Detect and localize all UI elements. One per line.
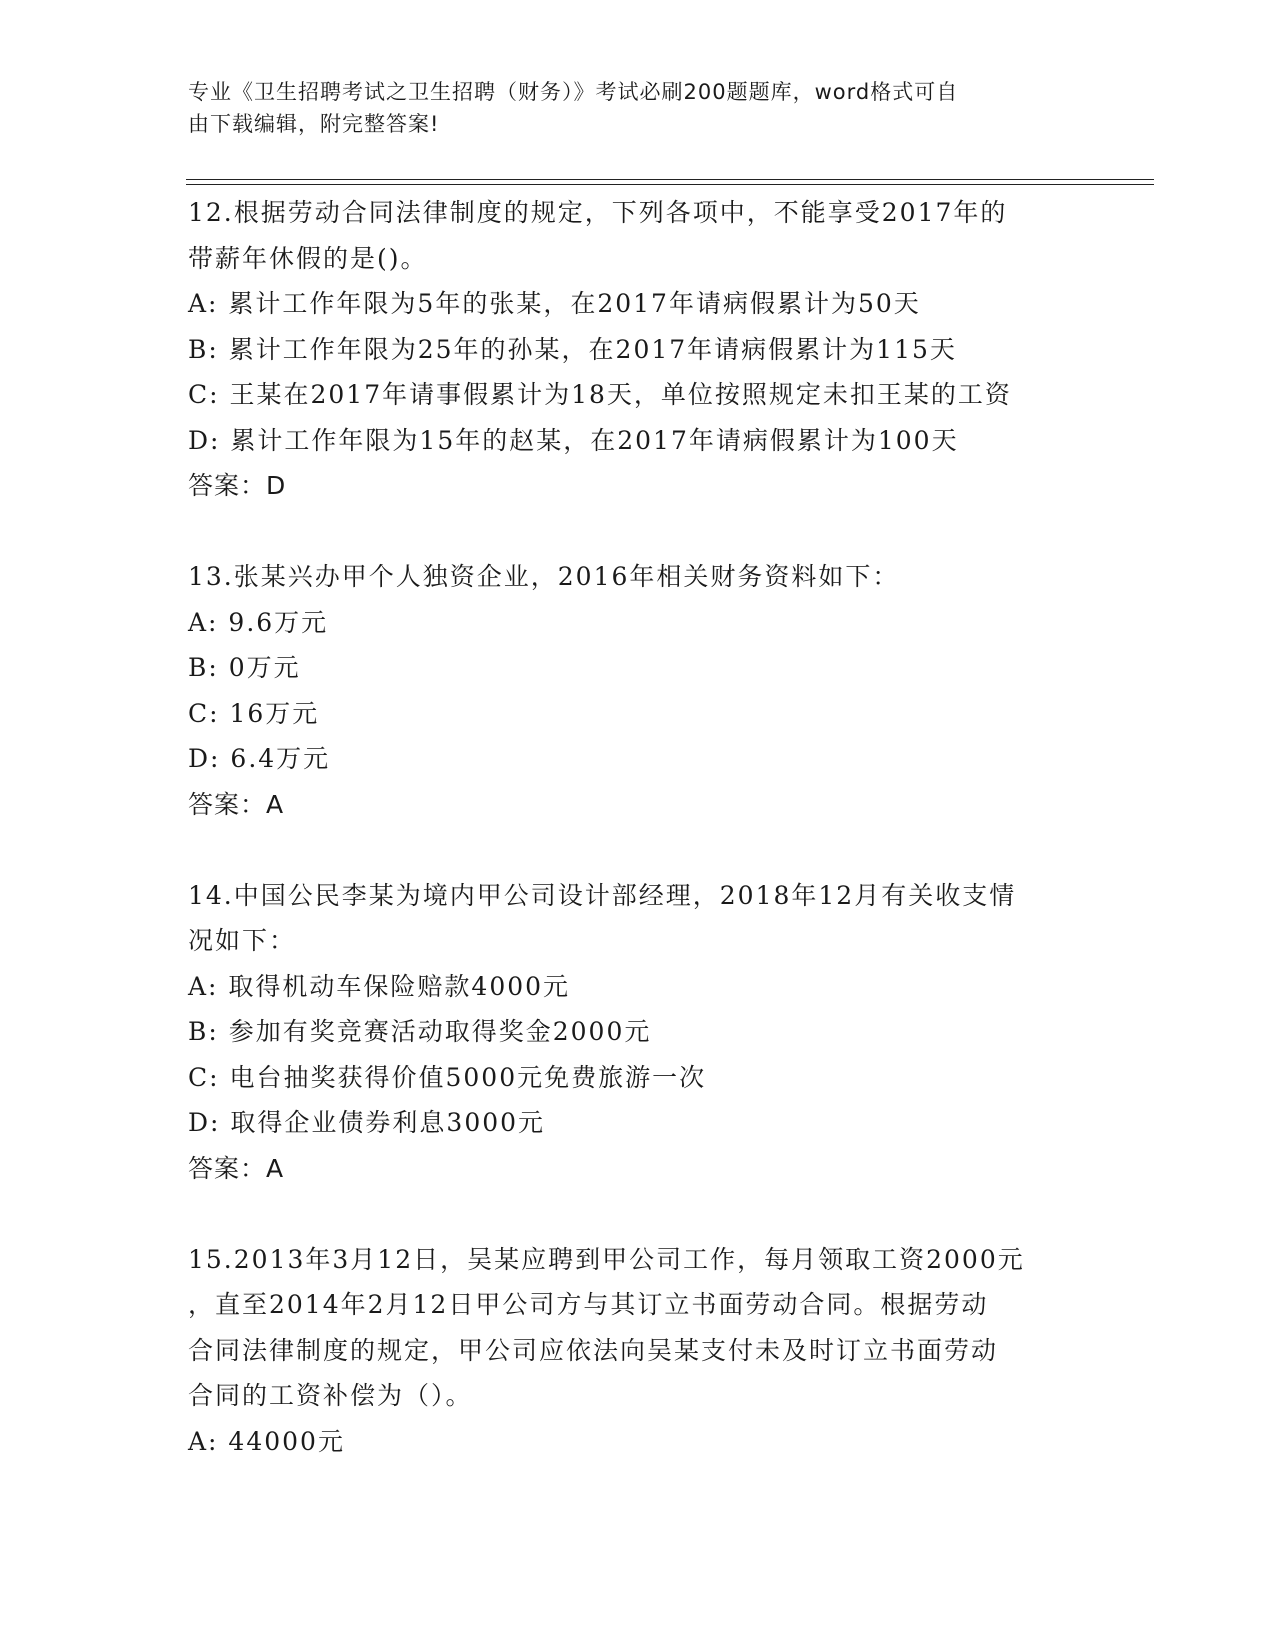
header-divider-top xyxy=(186,179,1154,180)
answer-line: 答案：A xyxy=(188,1153,285,1183)
option-a: A: 取得机动车保险赔款4000元 xyxy=(188,971,571,1001)
question-14 xyxy=(188,873,1088,1192)
question-stem-line: 况如下： xyxy=(188,926,297,955)
question-stem-line: 12.根据劳动合同法律制度的规定，下列各项中，不能享受2017年的 xyxy=(188,198,1008,227)
option-b: B: 参加有奖竞赛活动取得奖金2000元 xyxy=(188,1017,652,1046)
document-header xyxy=(188,76,1068,140)
header-divider-bottom xyxy=(186,184,1154,185)
question-stem-line: 15.2013年3月12日，吴某应聘到甲公司工作，每月领取工资2000元 xyxy=(188,1244,1025,1274)
answer-line: 答案：D xyxy=(188,471,287,500)
question-stem-line: ，直至2014年2月12日甲公司方与其订立书面劳动合同。根据劳动 xyxy=(188,1290,989,1319)
option-b: B: 0万元 xyxy=(188,653,301,682)
header-line-1: 专业《卫生招聘考试之卫生招聘（财务）》考试必刷200题题库，word格式可自 xyxy=(188,80,959,104)
option-d: D: 6.4万元 xyxy=(188,744,331,773)
option-a: A: 44000元 xyxy=(188,1426,345,1456)
option-c: C: 王某在2017年请事假累计为18天，单位按照规定未扣王某的工资 xyxy=(188,380,1012,409)
option-a: A: 9.6万元 xyxy=(188,607,329,637)
answer-line: 答案：A xyxy=(188,789,285,819)
option-b: B: 累计工作年限为25年的孙某，在2017年请病假累计为115天 xyxy=(188,334,957,364)
question-stem-line: 合同法律制度的规定，甲公司应依法向吴某支付未及时订立书面劳动 xyxy=(188,1335,999,1365)
question-13 xyxy=(188,554,1088,827)
option-a: A: 累计工作年限为5年的张某，在2017年请病假累计为50天 xyxy=(188,289,921,318)
question-12 xyxy=(188,190,1088,509)
option-d: D: 累计工作年限为15年的赵某，在2017年请病假累计为100天 xyxy=(188,425,959,455)
question-list xyxy=(188,190,1088,1464)
question-stem-line: 带薪年休假的是()。 xyxy=(188,243,428,273)
option-c: C: 16万元 xyxy=(188,698,320,728)
question-stem-line: 合同的工资补偿为（）。 xyxy=(188,1381,473,1410)
header-line-2: 由下载编辑，附完整答案! xyxy=(188,112,440,136)
option-c: C: 电台抽奖获得价值5000元免费旅游一次 xyxy=(188,1062,707,1092)
question-stem-line: 13.张某兴办甲个人独资企业，2016年相关财务资料如下： xyxy=(188,562,900,591)
question-15 xyxy=(188,1237,1088,1465)
option-d: D: 取得企业债券利息3000元 xyxy=(188,1108,546,1137)
question-stem-line: 14.中国公民李某为境内甲公司设计部经理，2018年12月有关收支情 xyxy=(188,880,1017,910)
